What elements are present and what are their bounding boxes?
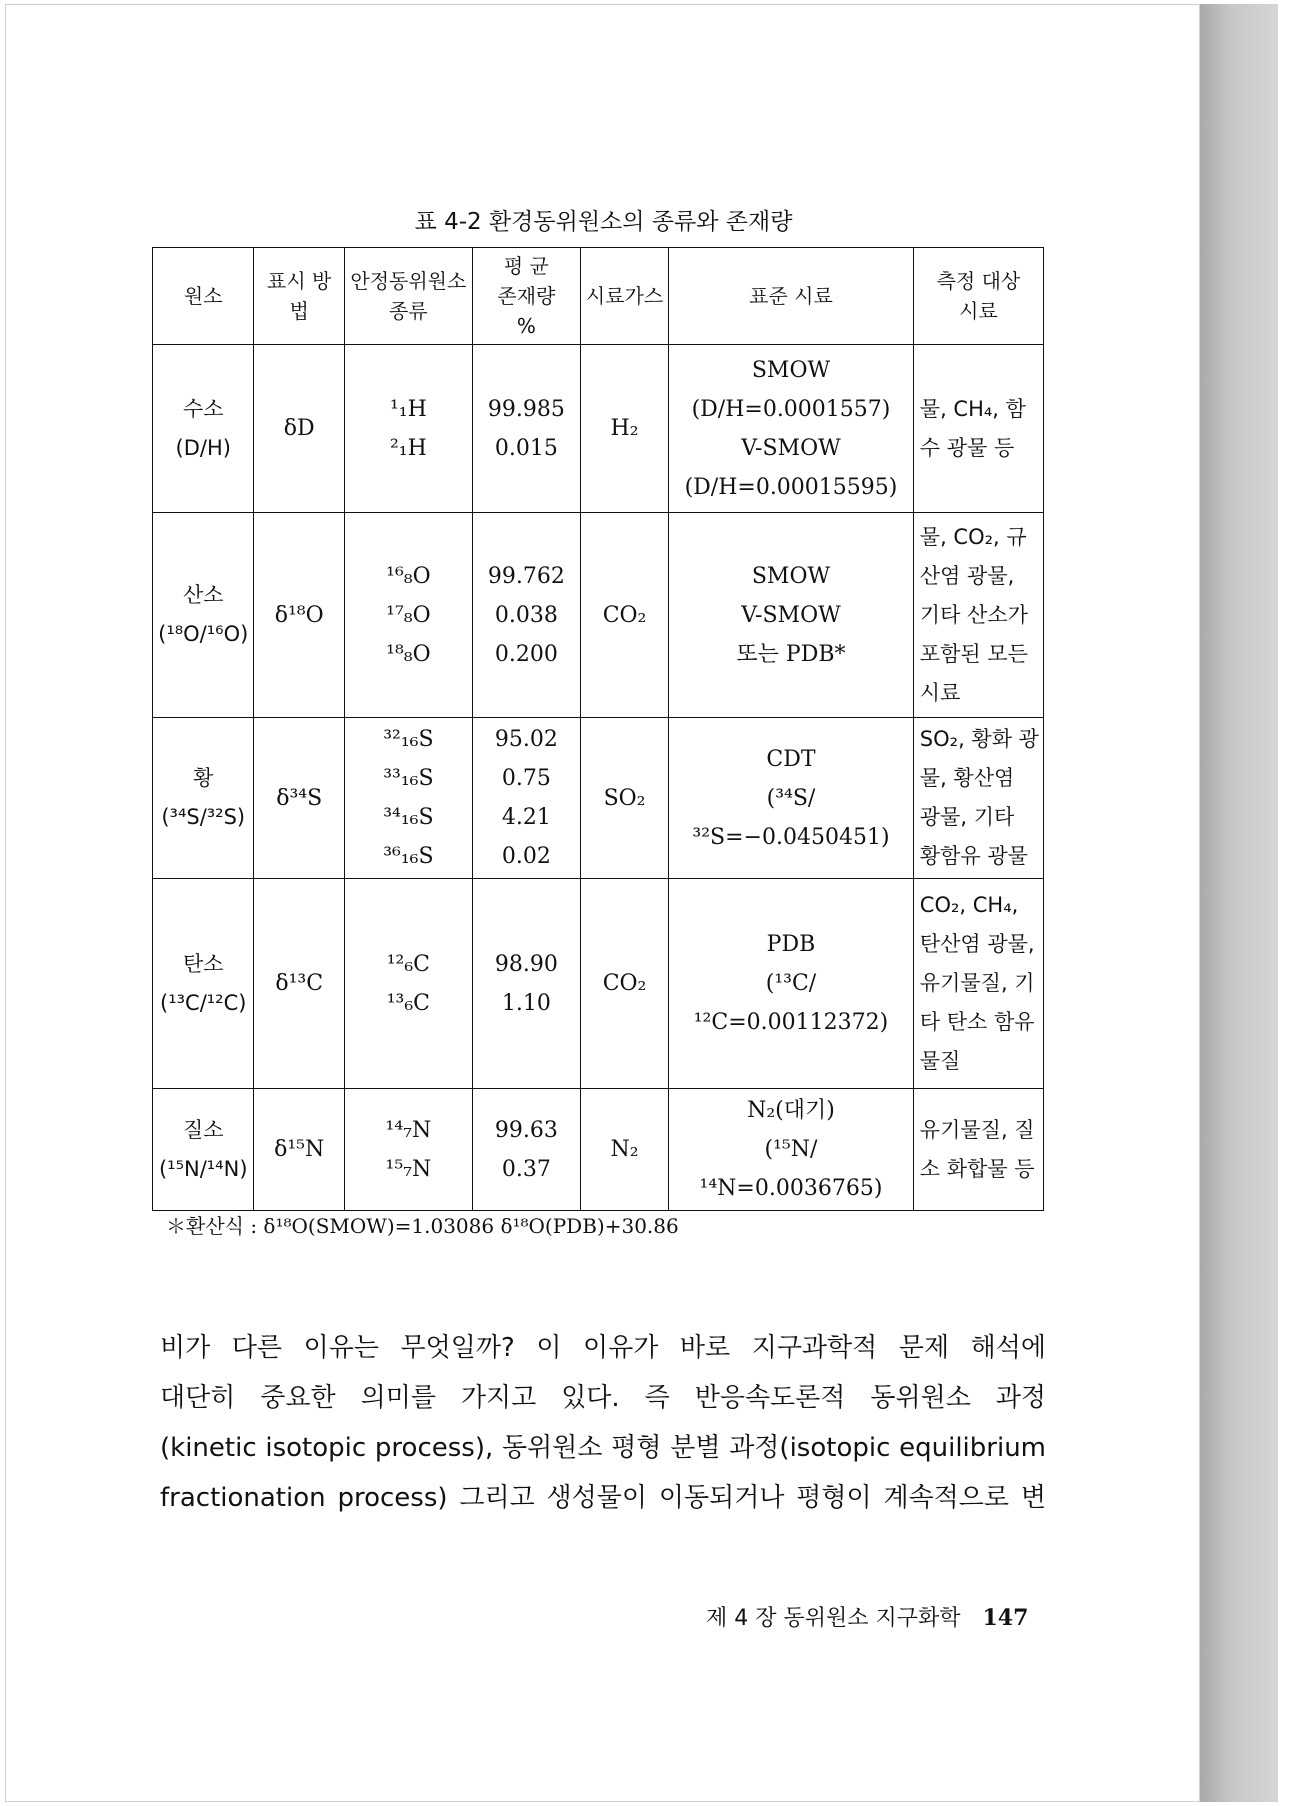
gas-cell: CO₂ xyxy=(580,879,668,1089)
notation-cell: δ¹⁸O xyxy=(254,513,344,718)
table-row xyxy=(153,513,1044,718)
samples-cell: 물, CO₂, 규 산염 광물, 기타 산소가 포함된 모든 시료 xyxy=(913,513,1043,718)
header-standard: 표준 시료 xyxy=(669,248,914,345)
isotopes-cell: ³²₁₆S ³³₁₆S ³⁴₁₆S ³⁶₁₆S xyxy=(344,718,472,879)
header-row xyxy=(153,248,1044,345)
abundance-cell: 99.985 0.015 xyxy=(472,345,580,513)
isotope-table xyxy=(152,247,1044,1211)
notation-cell: δ³⁴S xyxy=(254,718,344,879)
page-number: 147 xyxy=(982,1605,1029,1631)
gas-cell: N₂ xyxy=(580,1089,668,1211)
isotopes-cell: ¹⁴₇N ¹⁵₇N xyxy=(344,1089,472,1211)
abundance-cell: 95.02 0.75 4.21 0.02 xyxy=(472,718,580,879)
notation-cell: δ¹³C xyxy=(254,879,344,1089)
element-cell: 탄소 (¹³C/¹²C) xyxy=(153,879,254,1089)
standard-cell: SMOW (D/H=0.0001557) V-SMOW (D/H=0.00015595) xyxy=(669,345,914,513)
notation-cell: δ¹⁵N xyxy=(254,1089,344,1211)
body-line: 대단히 중요한 의미를 가지고 있다. 즉 반응속도론적 동위원소 과정 xyxy=(160,1383,1046,1413)
notation-cell: δD xyxy=(254,345,344,513)
header-element: 원소 xyxy=(153,248,254,345)
body-text xyxy=(160,1323,1046,1523)
isotopes-cell: ¹²₆C ¹³₆C xyxy=(344,879,472,1089)
samples-cell: SO₂, 황화 광 물, 황산염 광물, 기타 황함유 광물 xyxy=(913,718,1043,879)
gas-cell: SO₂ xyxy=(580,718,668,879)
standard-cell: N₂(대기) (¹⁵N/¹⁴N=0.0036765) xyxy=(669,1089,914,1211)
samples-cell: 물, CH₄, 함 수 광물 등 xyxy=(913,345,1043,513)
element-cell: 질소 (¹⁵N/¹⁴N) xyxy=(153,1089,254,1211)
gas-cell: H₂ xyxy=(580,345,668,513)
element-cell: 황 (³⁴S/³²S) xyxy=(153,718,254,879)
standard-cell: SMOW V-SMOW 또는 PDB* xyxy=(669,513,914,718)
body-line: 비가 다른 이유는 무엇일까? 이 이유가 바로 지구과학적 문제 해석에 xyxy=(160,1333,1046,1363)
table-row xyxy=(153,718,1044,879)
header-samples: 측정 대상 시료 xyxy=(913,248,1043,345)
running-footer xyxy=(706,1601,1028,1632)
table-caption: 표 4-2 환경동위원소의 종류와 존재량 xyxy=(414,209,793,235)
abundance-cell: 98.90 1.10 xyxy=(472,879,580,1089)
book-page xyxy=(5,4,1200,1802)
header-abundance: 평 균 존재량 % xyxy=(472,248,580,345)
element-cell: 산소 (¹⁸O/¹⁶O) xyxy=(153,513,254,718)
standard-cell: CDT (³⁴S/³²S=−0.0450451) xyxy=(669,718,914,879)
isotopes-cell: ¹₁H ²₁H xyxy=(344,345,472,513)
header-gas: 시료가스 xyxy=(580,248,668,345)
body-line: (kinetic isotopic process), 동위원소 평형 분별 과정(isotopic equilibrium xyxy=(160,1433,1046,1463)
samples-cell: CO₂, CH₄, 탄산염 광물, 유기물질, 기 타 탄소 함유 물질 xyxy=(913,879,1043,1089)
table-row xyxy=(153,1089,1044,1211)
abundance-cell: 99.762 0.038 0.200 xyxy=(472,513,580,718)
isotopes-cell: ¹⁶₈O ¹⁷₈O ¹⁸₈O xyxy=(344,513,472,718)
abundance-cell: 99.63 0.37 xyxy=(472,1089,580,1211)
header-isotopes: 안정동위원소 종류 xyxy=(344,248,472,345)
table-row xyxy=(153,345,1044,513)
standard-cell: PDB (¹³C/¹²C=0.00112372) xyxy=(669,879,914,1089)
header-notation: 표시 방법 xyxy=(254,248,344,345)
samples-cell: 유기물질, 질 소 화합물 등 xyxy=(913,1089,1043,1211)
table-row xyxy=(153,879,1044,1089)
gas-cell: CO₂ xyxy=(580,513,668,718)
book-edge xyxy=(1200,4,1278,1802)
body-line: fractionation process) 그리고 생성물이 이동되거나 평형이 계속적으로 변 xyxy=(160,1483,1046,1513)
running-head: 제 4 장 동위원소 지구화학 xyxy=(706,1606,961,1631)
element-cell: 수소 (D/H) xyxy=(153,345,254,513)
table-footnote: ＊환산식 : δ¹⁸O(SMOW)=1.03086 δ¹⁸O(PDB)+30.86 xyxy=(166,1214,679,1238)
